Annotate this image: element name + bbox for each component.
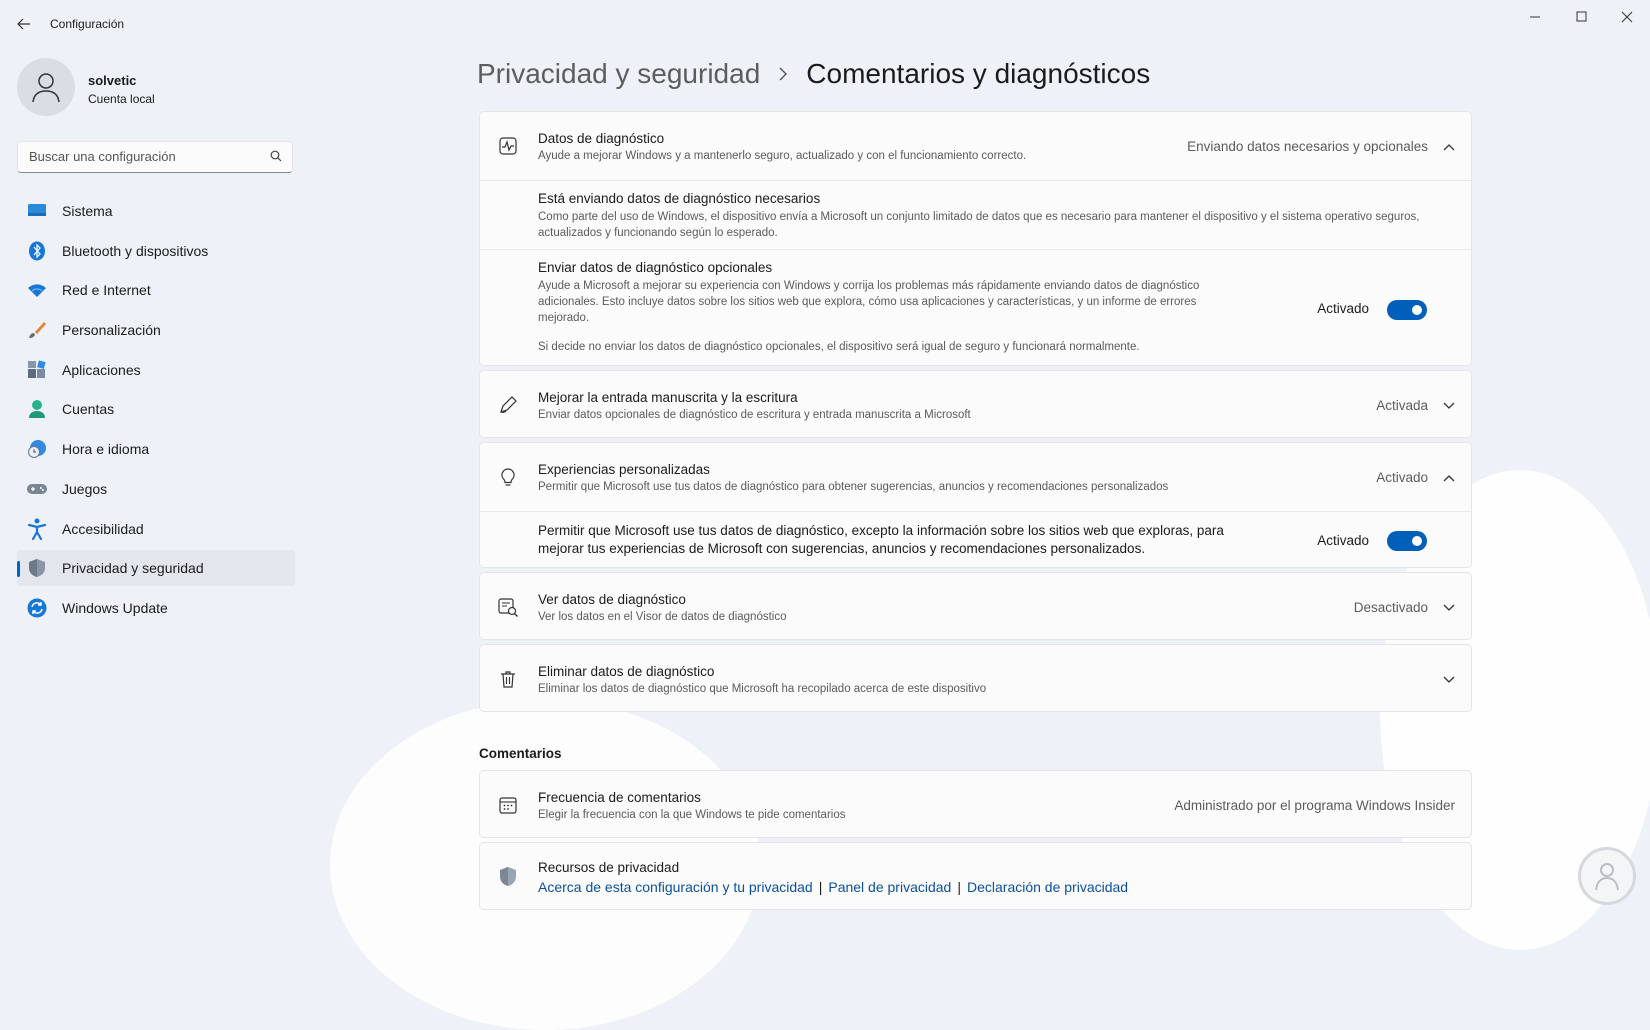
shield-icon bbox=[26, 557, 48, 579]
shield-icon bbox=[496, 865, 520, 889]
pen-icon bbox=[496, 393, 520, 417]
privacy-dashboard-link[interactable]: Panel de privacidad bbox=[828, 879, 952, 895]
monitor-icon bbox=[26, 200, 48, 222]
privacy-resources-card bbox=[479, 842, 1472, 910]
sidebar-item-personalizacion[interactable] bbox=[17, 312, 295, 348]
sidebar-item-label: Hora e idioma bbox=[62, 441, 150, 458]
tailored-experiences-value: Activado bbox=[1376, 470, 1428, 485]
profile-account-type: Cuenta local bbox=[88, 92, 155, 106]
feedback-frequency-card[interactable] bbox=[479, 770, 1472, 838]
optional-data-state: Activado bbox=[1317, 301, 1369, 316]
tailored-sub-state: Activado bbox=[1317, 533, 1369, 548]
bluetooth-icon bbox=[26, 240, 48, 262]
chevron-up-icon[interactable] bbox=[1441, 470, 1457, 486]
update-icon bbox=[26, 597, 48, 619]
optional-data-title: Enviar datos de diagnóstico opcionales bbox=[538, 260, 773, 275]
link-separator: | bbox=[818, 879, 823, 895]
feedback-frequency-value: Administrado por el programa Windows Insider bbox=[1174, 798, 1455, 813]
back-arrow-icon bbox=[17, 18, 31, 30]
sidebar-item-label: Sistema bbox=[62, 203, 113, 219]
sidebar-item-label: Accesibilidad bbox=[62, 520, 144, 537]
required-data-title: Está enviando datos de diagnóstico necesarios bbox=[538, 191, 821, 206]
gamepad-icon bbox=[26, 478, 48, 500]
chevron-up-icon[interactable] bbox=[1441, 139, 1457, 155]
sidebar-item-label: Windows Update bbox=[62, 599, 168, 616]
sidebar-item-hora[interactable] bbox=[17, 431, 295, 467]
tailored-experiences-header[interactable] bbox=[480, 443, 1471, 511]
sidebar-item-privacidad[interactable] bbox=[17, 550, 295, 586]
sidebar-item-aplicaciones[interactable] bbox=[17, 352, 295, 388]
view-diagnostic-card[interactable] bbox=[479, 572, 1472, 640]
person-icon bbox=[26, 398, 48, 420]
sidebar-nav bbox=[17, 193, 295, 630]
search-icon bbox=[270, 150, 282, 162]
sidebar-item-juegos[interactable] bbox=[17, 471, 295, 507]
privacy-links bbox=[538, 879, 1128, 895]
tailored-toggle[interactable] bbox=[1387, 531, 1427, 551]
minimize-icon bbox=[1530, 16, 1542, 18]
user-avatar-icon bbox=[29, 70, 63, 104]
tailored-sub-row bbox=[480, 512, 1471, 568]
sidebar-item-label: Aplicaciones bbox=[62, 361, 141, 378]
optional-data-toggle[interactable] bbox=[1387, 300, 1427, 320]
watermark-person-icon bbox=[1592, 861, 1622, 891]
inking-title: Mejorar la entrada manuscrita y la escritura bbox=[538, 390, 798, 405]
required-data-row bbox=[480, 181, 1471, 249]
sidebar-item-label: Privacidad y seguridad bbox=[62, 560, 204, 577]
sidebar-item-label: Cuentas bbox=[62, 401, 115, 418]
sidebar-item-bluetooth[interactable] bbox=[17, 233, 295, 269]
optional-data-note: Si decide no enviar los datos de diagnóstico opcionales, el dispositivo será igual de seguro y funcionará normalmente. bbox=[538, 341, 1140, 353]
close-icon bbox=[1621, 11, 1633, 23]
chevron-down-icon[interactable] bbox=[1441, 398, 1457, 414]
back-button[interactable] bbox=[12, 14, 36, 34]
inking-value: Activada bbox=[1376, 398, 1428, 413]
breadcrumb bbox=[477, 58, 1150, 90]
search-box[interactable] bbox=[17, 141, 293, 173]
delete-diagnostic-title: Eliminar datos de diagnóstico bbox=[538, 664, 715, 679]
delete-diagnostic-desc: Eliminar los datos de diagnóstico que Microsoft ha recopilado acerca de este dispositivo bbox=[538, 683, 987, 695]
brush-icon bbox=[26, 319, 48, 341]
tailored-experiences-card bbox=[479, 442, 1472, 568]
privacy-resources-title: Recursos de privacidad bbox=[538, 860, 680, 875]
required-data-desc: Como parte del uso de Windows, el dispositivo envía a Microsoft un conjunto limitado de datos que es necesario para mantener el dispositivo y el sistema operativo seguros, actualizados y funcionando según lo esperado. bbox=[538, 211, 1420, 239]
maximize-icon bbox=[1576, 11, 1588, 23]
view-diagnostic-desc: Ver los datos en el Visor de datos de diagnóstico bbox=[538, 611, 787, 623]
tailored-experiences-title: Experiencias personalizadas bbox=[538, 462, 710, 477]
avatar[interactable] bbox=[17, 58, 75, 116]
sidebar-item-label: Bluetooth y dispositivos bbox=[62, 242, 209, 259]
optional-data-row bbox=[480, 250, 1471, 366]
tailored-sub-text: Permitir que Microsoft use tus datos de diagnóstico, excepto la información sobre los sitios web que exploras, para mejorar tus experiencias de Microsoft con sugerencias, anuncios y recomendaciones personalizados. bbox=[538, 523, 1224, 556]
privacy-statement-link[interactable]: Declaración de privacidad bbox=[966, 879, 1129, 895]
chevron-down-icon[interactable] bbox=[1441, 600, 1457, 616]
data-viewer-icon bbox=[496, 595, 520, 619]
maximize-button[interactable] bbox=[1559, 0, 1605, 34]
activity-icon bbox=[496, 134, 520, 158]
privacy-settings-link[interactable]: Acerca de esta configuración y tu privacidad bbox=[538, 879, 813, 895]
tailored-experiences-desc: Permitir que Microsoft use tus datos de diagnóstico para obtener sugerencias, anuncios y recomendaciones personalizados bbox=[538, 481, 1169, 493]
view-diagnostic-value: Desactivado bbox=[1353, 600, 1428, 615]
title-bar bbox=[0, 0, 1650, 48]
sidebar-item-windows-update[interactable] bbox=[17, 590, 295, 626]
feedback-frequency-title: Frecuencia de comentarios bbox=[538, 790, 701, 805]
apps-icon bbox=[26, 359, 48, 381]
wifi-icon bbox=[26, 279, 48, 301]
window-title: Configuración bbox=[50, 17, 125, 31]
sidebar-item-label: Personalización bbox=[62, 322, 161, 339]
diagnostic-data-title: Datos de diagnóstico bbox=[538, 131, 665, 146]
inking-desc: Enviar datos opcionales de diagnóstico de escritura y entrada manuscrita a Microsoft bbox=[538, 409, 971, 421]
diagnostic-data-card bbox=[479, 111, 1472, 366]
lightbulb-icon bbox=[496, 465, 520, 489]
sidebar-item-accesibilidad[interactable] bbox=[17, 511, 295, 547]
breadcrumb-parent[interactable]: Privacidad y seguridad bbox=[477, 58, 761, 89]
minimize-button[interactable] bbox=[1513, 0, 1559, 34]
inking-card[interactable] bbox=[479, 370, 1472, 438]
page-title: Comentarios y diagnósticos bbox=[806, 58, 1151, 89]
sidebar-item-cuentas[interactable] bbox=[17, 391, 295, 427]
diagnostic-data-value: Enviando datos necesarios y opcionales bbox=[1187, 139, 1428, 154]
globe-clock-icon bbox=[26, 438, 48, 460]
search-input[interactable] bbox=[27, 148, 261, 165]
feedback-section-title: Comentarios bbox=[479, 746, 562, 761]
sidebar-item-label: Red e Internet bbox=[62, 282, 151, 299]
chevron-down-icon[interactable] bbox=[1441, 672, 1457, 688]
link-separator: | bbox=[957, 879, 961, 895]
calendar-icon bbox=[496, 793, 520, 817]
delete-diagnostic-card[interactable] bbox=[479, 644, 1472, 712]
sidebar-item-sistema[interactable] bbox=[17, 193, 295, 229]
trash-icon bbox=[496, 667, 520, 691]
watermark-logo bbox=[1578, 847, 1636, 905]
profile-name: solvetic bbox=[88, 73, 137, 88]
diagnostic-data-header[interactable] bbox=[480, 112, 1471, 180]
chevron-right-icon bbox=[778, 67, 788, 81]
view-diagnostic-title: Ver datos de diagnóstico bbox=[538, 592, 686, 607]
close-button[interactable] bbox=[1604, 0, 1650, 34]
sidebar-item-red[interactable] bbox=[17, 272, 295, 308]
accessibility-icon bbox=[26, 518, 48, 540]
feedback-frequency-desc: Elegir la frecuencia con la que Windows te pide comentarios bbox=[538, 809, 846, 821]
sidebar-item-label: Juegos bbox=[62, 480, 108, 497]
optional-data-desc: Ayude a Microsoft a mejorar su experiencia con Windows y corrija los problemas más rápidamente enviando datos de diagnóstico adicionales. Esto incluye datos sobre los sitios web que explora, cómo usa aplicaciones y características, y un informe de errores mejorado. bbox=[538, 280, 1200, 324]
diagnostic-data-desc: Ayude a mejorar Windows y a mantenerlo seguro, actualizado y con el funcionamiento correcto. bbox=[538, 150, 1027, 162]
